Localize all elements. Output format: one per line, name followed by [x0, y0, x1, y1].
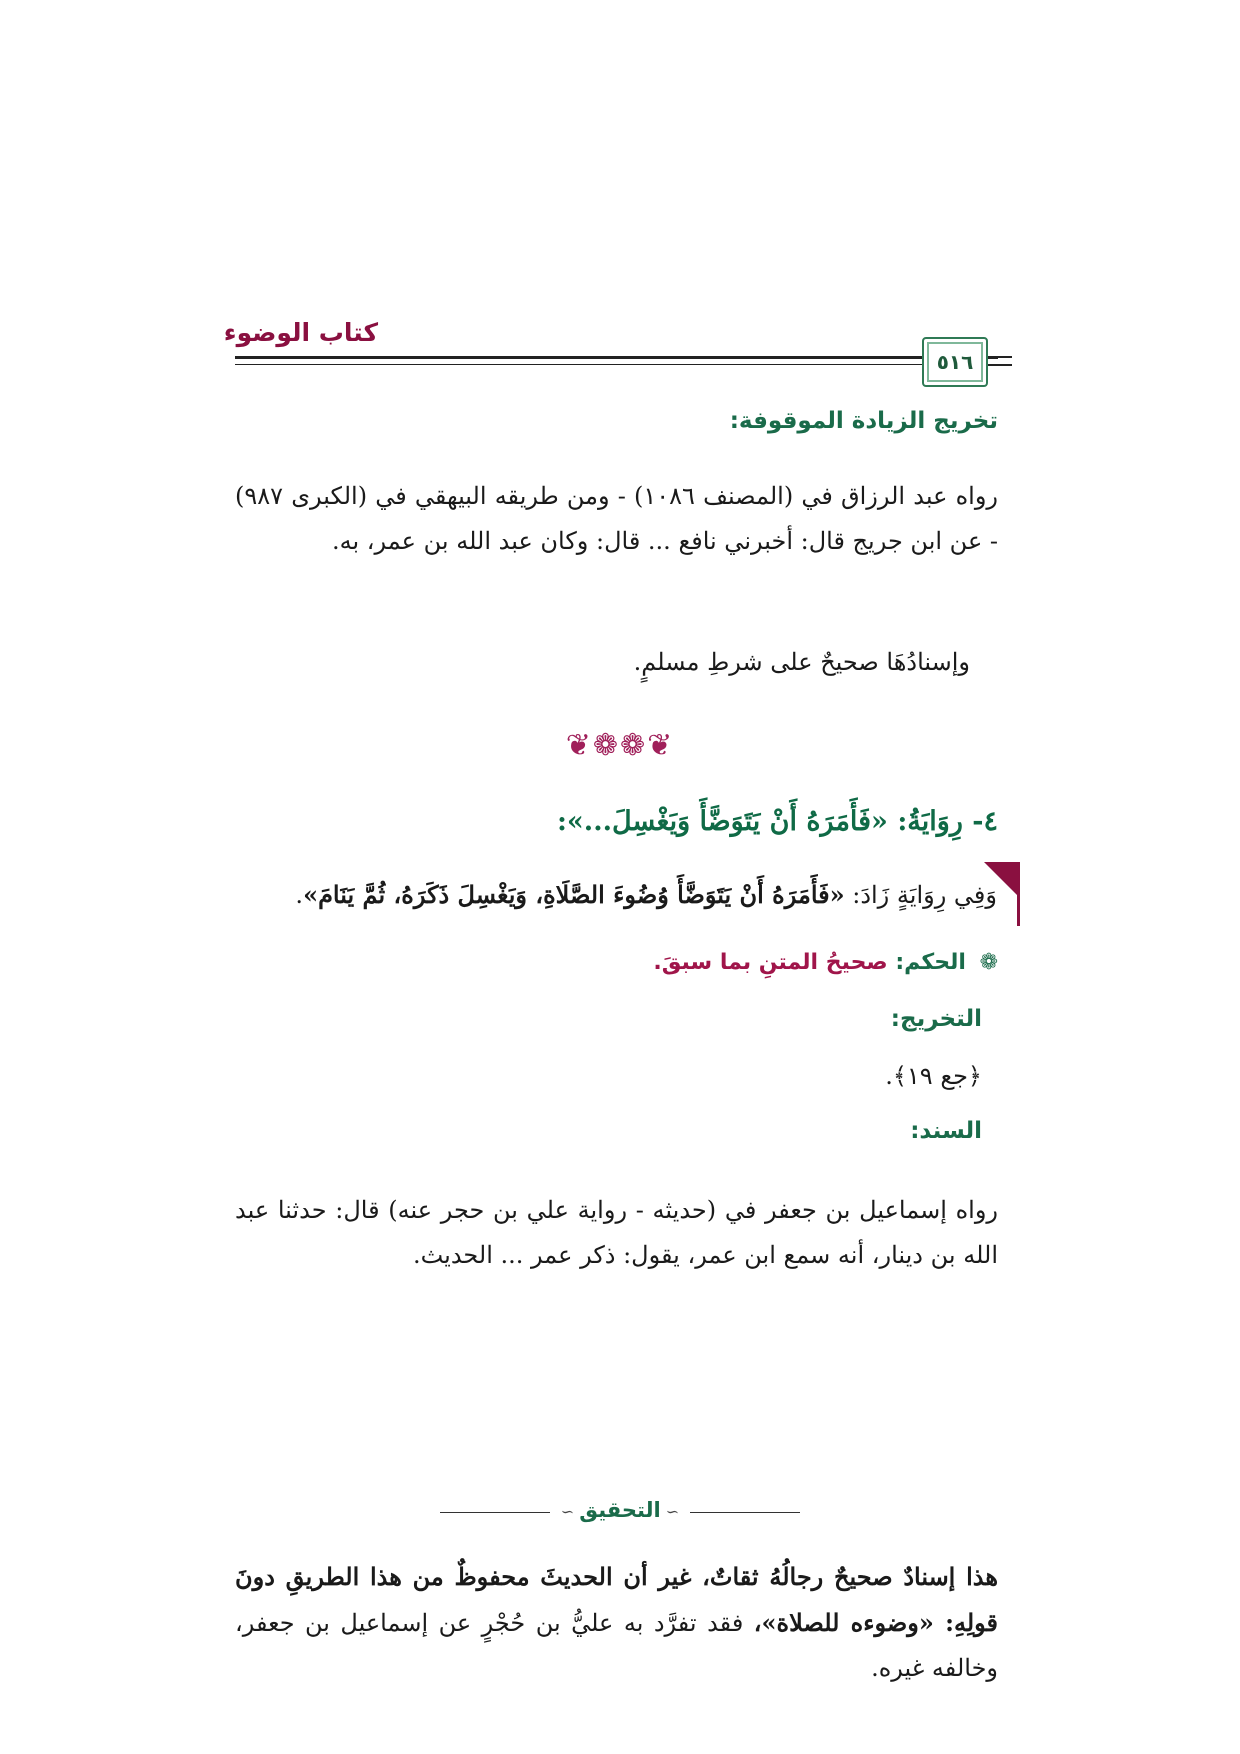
section-ornament: ❦❁❁❦ [565, 728, 675, 763]
narration-line [295, 880, 997, 909]
page-number-badge [922, 337, 988, 387]
tahqiq-bold-text: هذا إسنادٌ صحيحٌ رجالُهُ ثقاتٌ، غير أن الحديثَ محفوظٌ من هذا الطريقِ دونَ قولِهِ: «وضوءه للصلاة»، [235, 1562, 999, 1637]
narration-quote: «فَأَمَرَهُ أَنْ يَتَوَضَّأَ وُضُوءَ الصَّلَاةِ، وَيَغْسِلَ ذَكَرَهُ، ثُمَّ يَنَامَ» [303, 880, 845, 909]
divider-line-right [690, 1512, 800, 1513]
tahqiq-rest-text: فقد تفرَّد به عليُّ بن حُجْرٍ عن إسماعيل بن جعفر، وخالفه غيره. [235, 1609, 998, 1682]
tahqiq-paragraph [235, 1554, 998, 1691]
narration-prefix: وَفِي رِوَايَةٍ زَادَ: [844, 881, 997, 909]
header-rule-thick [235, 356, 998, 359]
swirl-icon: ∽ [665, 1502, 680, 1521]
tahqiq-heading: التحقيق [579, 1498, 661, 1522]
header-rule-right-2 [986, 364, 1012, 366]
header-rule-right-1 [986, 356, 1012, 358]
running-header-title: كتاب الوضوء [223, 318, 378, 347]
takhrij-paragraph: رواه عبد الرزاق في (المصنف ١٠٨٦) - ومن طريقه البيهقي في (الكبرى ٩٨٧) - عن ابن جريج قال: أخبرني نافع ... قال: وكان عبد الله بن عمر، به. [235, 482, 998, 555]
takhrij-reference: ﴿جع ١٩﴾. [885, 1062, 982, 1090]
hadith-title: ٤- رِوَايَةُ: «فَأَمَرَهُ أَنْ يَتَوَضَّأَ وَيَغْسِلَ...»: [556, 806, 998, 837]
narration-suffix: . [295, 881, 304, 909]
ruling-line [235, 950, 998, 975]
tahqiq-divider [0, 1498, 1240, 1522]
divider-line-left [440, 1512, 550, 1513]
isnad-note: وإسنادُهَا صحيحٌ على شرطِ مسلمٍ. [633, 648, 970, 676]
flower-icon: ❁ [979, 950, 998, 975]
section-heading-takhrij-ziyada: تخريج الزيادة الموقوفة: [729, 408, 998, 434]
sanad-heading: السند: [910, 1118, 982, 1144]
header-rule-thin [235, 364, 998, 365]
ruling-value: صحيحُ المتنِ بما سبقَ. [653, 950, 888, 975]
sanad-paragraph: رواه إسماعيل بن جعفر في (حديثه - رواية علي بن حجر عنه) قال: حدثنا عبد الله بن دينار، أنه سمع ابن عمر، يقول: ذكر عمر ... الحديث. [235, 1196, 998, 1269]
narration-box [235, 870, 1020, 926]
takhrij-heading: التخريج: [890, 1006, 982, 1032]
ruling-label: الحكم: [895, 950, 966, 975]
swirl-icon: ∽ [560, 1502, 575, 1521]
page-number: ٥١٦ [936, 350, 974, 374]
